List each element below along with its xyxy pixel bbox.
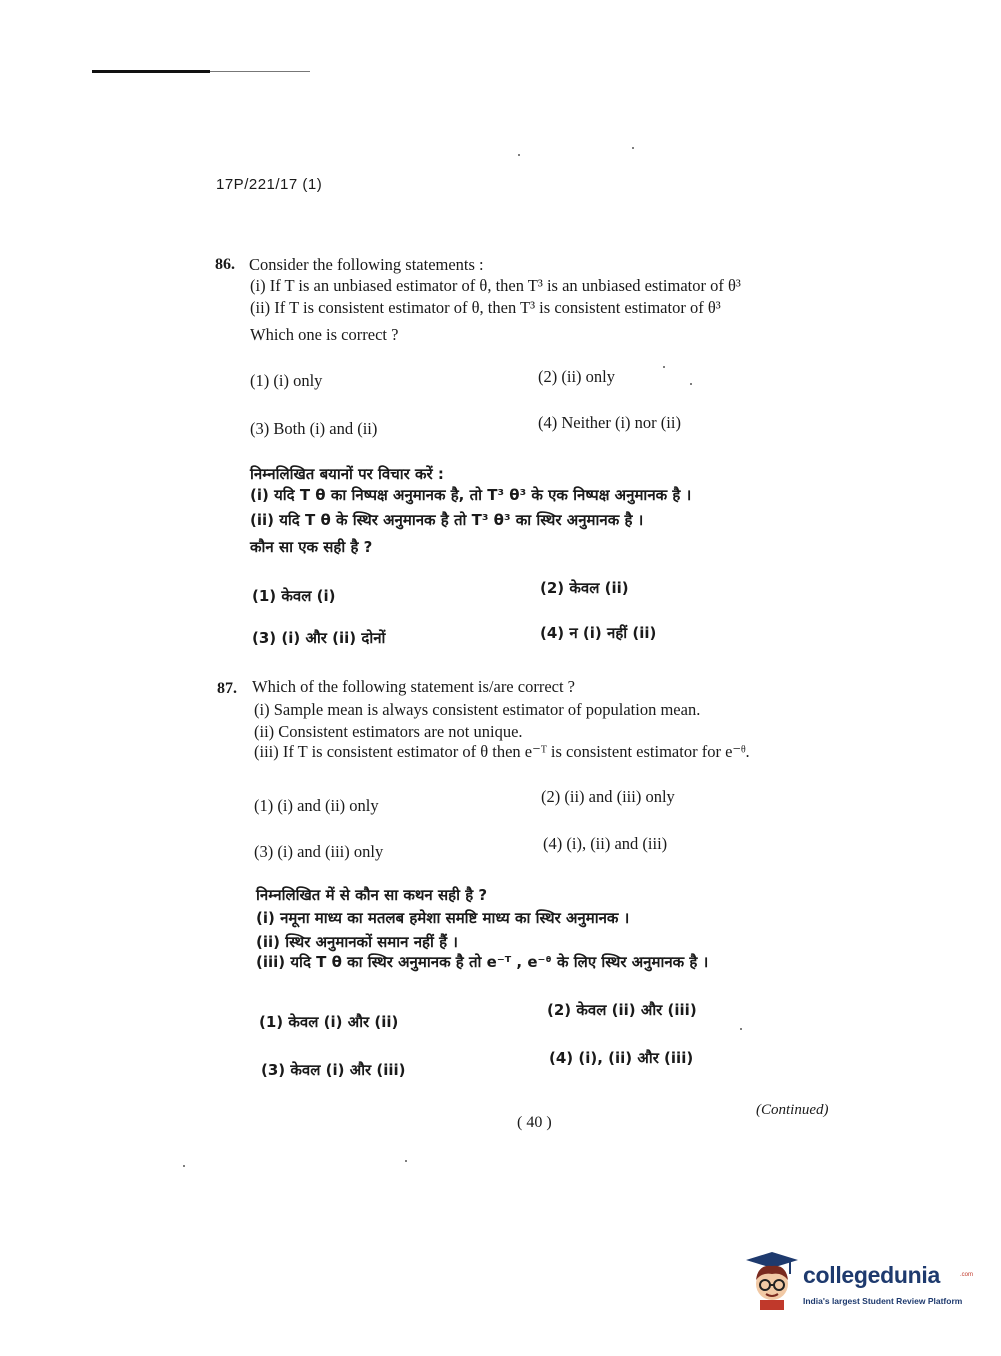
question-87-option-2: (2) (ii) and (iii) only	[541, 787, 675, 806]
page-number: ( 40 )	[517, 1114, 552, 1131]
question-86-prompt: Which one is correct ?	[250, 325, 399, 344]
question-87-statement-1: (i) Sample mean is always consistent estimator of population mean.	[254, 700, 701, 719]
question-87-option-1: (1) (i) and (ii) only	[254, 796, 379, 815]
question-86-hindi-option-4: (4) न (i) नहीं (ii)	[540, 624, 657, 642]
paper-code: 17P/221/17 (1)	[216, 176, 323, 193]
question-87-option-4: (4) (i), (ii) and (iii)	[543, 834, 668, 853]
question-86-option-2: (2) (ii) only	[538, 367, 615, 386]
question-86-stem: Consider the following statements :	[249, 255, 484, 274]
question-86-hindi-stem: निम्नलिखित बयानों पर विचार करें :	[250, 465, 444, 483]
watermark-tagline: India's largest Student Review Platform	[803, 1296, 963, 1306]
question-86-option-1: (1) (i) only	[250, 371, 323, 390]
top-rule-thin	[210, 71, 310, 72]
watermark-brand: collegedunia	[803, 1262, 940, 1288]
question-86-option-3: (3) Both (i) and (ii)	[250, 419, 378, 438]
question-86-option-4: (4) Neither (i) nor (ii)	[538, 413, 681, 432]
question-87-hindi-statement-1: (i) नमूना माध्य का मतलब हमेशा समष्टि माध्य का स्थिर अनुमानक ।	[256, 909, 630, 927]
question-87-statement-2: (ii) Consistent estimators are not unique.	[254, 722, 523, 741]
watermark-suffix: .com	[960, 1272, 974, 1278]
question-87-hindi-option-3: (3) केवल (i) और (iii)	[261, 1061, 406, 1079]
question-87-stem: Which of the following statement is/are correct ?	[252, 677, 575, 696]
question-87-option-3: (3) (i) and (iii) only	[254, 842, 384, 861]
question-86-number: 86.	[215, 256, 235, 273]
question-86-hindi-option-3: (3) (i) और (ii) दोनों	[252, 629, 386, 647]
question-87-hindi-option-2: (2) केवल (ii) और (iii)	[547, 1001, 697, 1019]
question-86-statement-1: (i) If T is an unbiased estimator of θ, then T³ is an unbiased estimator of θ³	[250, 276, 741, 295]
question-86-hindi-option-2: (2) केवल (ii)	[540, 579, 629, 597]
top-rule	[92, 70, 210, 73]
question-86-hindi-statement-2: (ii) यदि T θ के स्थिर अनुमानक है तो T³ θ³ का स्थिर अनुमानक है ।	[250, 511, 644, 529]
question-87-hindi-option-4: (4) (i), (ii) और (iii)	[549, 1049, 694, 1067]
question-87-hindi-option-1: (1) केवल (i) और (ii)	[259, 1013, 399, 1031]
question-87-statement-3: (iii) If T is consistent estimator of θ then e⁻ᵀ is consistent estimator for e⁻ᶿ.	[254, 742, 750, 761]
continued-note: (Continued)	[756, 1102, 829, 1118]
question-87-number: 87.	[217, 680, 237, 697]
question-86-hindi-statement-1: (i) यदि T θ का निष्पक्ष अनुमानक है, तो T³ θ³ के एक निष्पक्ष अनुमानक है ।	[250, 486, 692, 504]
question-86-hindi-prompt: कौन सा एक सही है ?	[250, 538, 373, 556]
question-87-hindi-stem: निम्नलिखित में से कौन सा कथन सही है ?	[256, 886, 488, 904]
mascot-icon	[742, 1250, 802, 1312]
question-86-statement-2: (ii) If T is consistent estimator of θ, then T³ is consistent estimator of θ³	[250, 298, 721, 317]
question-87-hindi-statement-2: (ii) स्थिर अनुमानकों समान नहीं हैं ।	[256, 933, 458, 951]
question-87-hindi-statement-3: (iii) यदि T θ का स्थिर अनुमानक है तो e⁻ᵀ , e⁻ᶿ के लिए स्थिर अनुमानक है ।	[256, 953, 709, 971]
question-86-hindi-option-1: (1) केवल (i)	[252, 587, 336, 605]
